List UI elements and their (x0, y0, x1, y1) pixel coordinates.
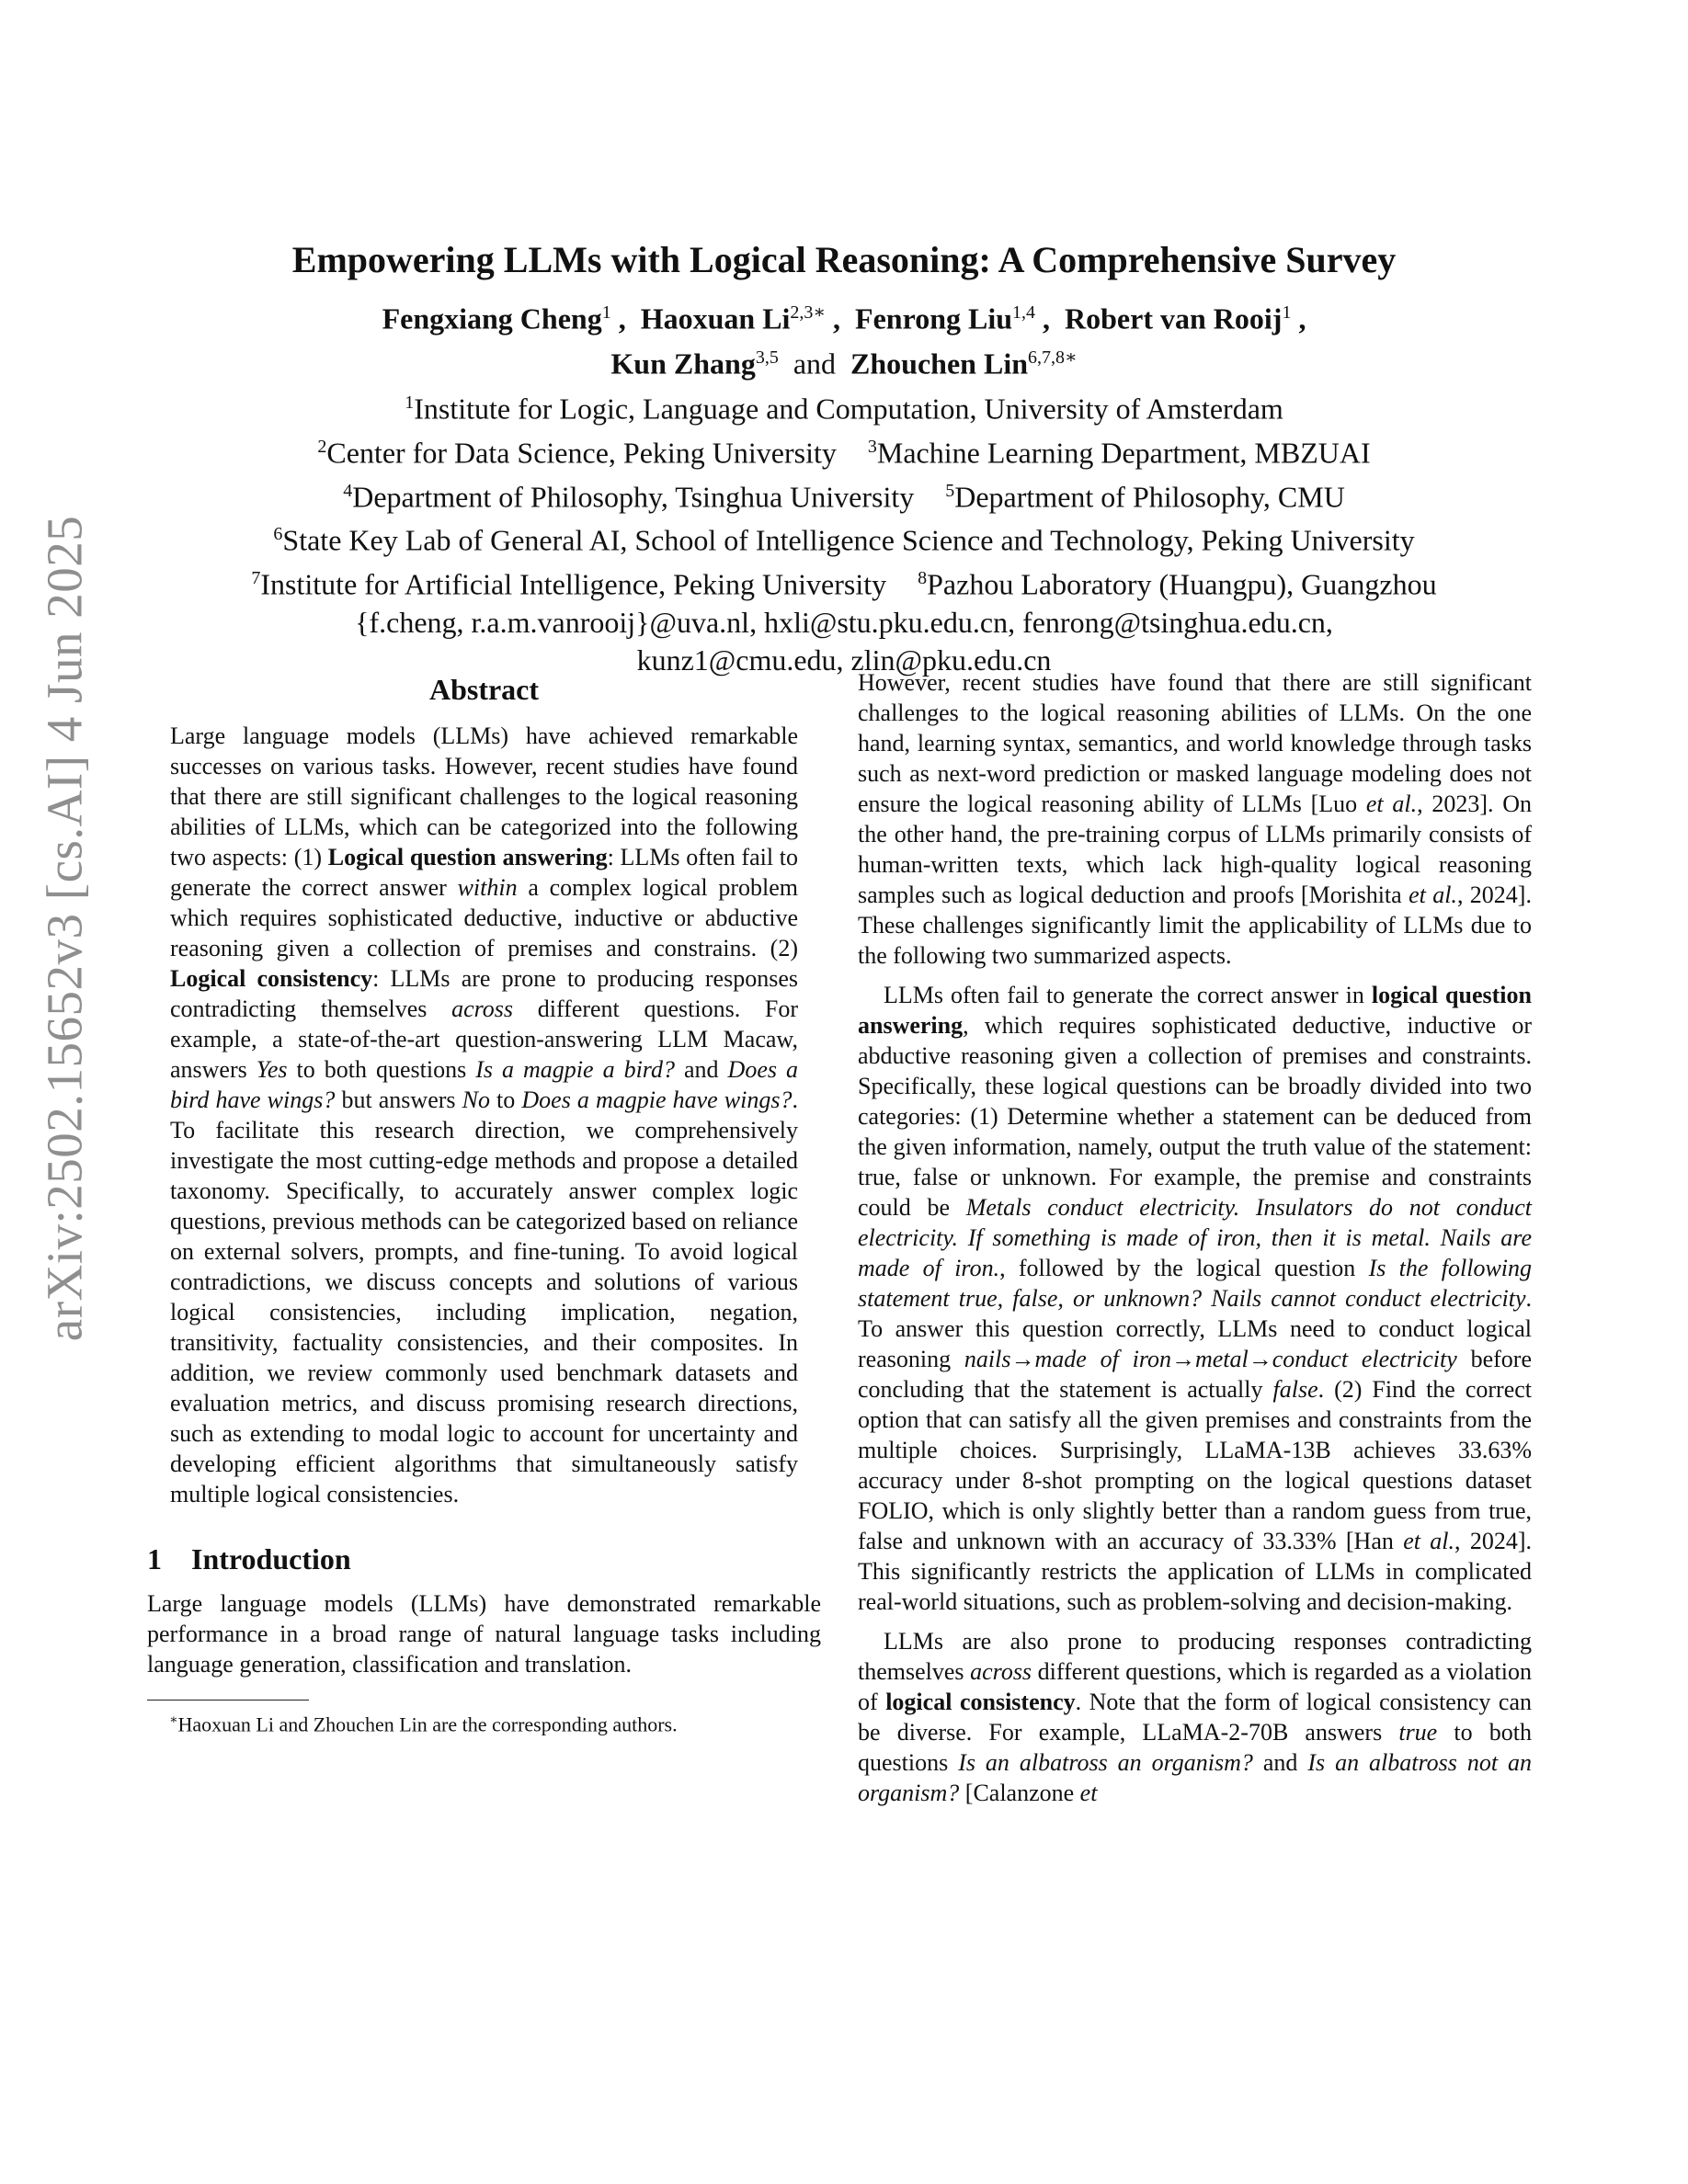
author-line-1: Fengxiang Cheng$^1$ , Haoxuan $Li^{2,3∗}$ , Fenrong Liu$^{1,4}$ , Robert van Rooij$^1$ , (382, 301, 1306, 336)
author-and: and (793, 347, 837, 381)
text-run: but answers (335, 1086, 462, 1113)
text-run: , which requires sophisticated deductive, inductive or abductive reasoning given a collection of premises and constraints. Specifically, these logical questions can be broadly divided into two categories: (1) Determine whether a statement can be deduced from the given information, namely, output the truth value of the statement: true, false or unknown. For example, the premise and constraints could be (858, 1012, 1532, 1221)
author-sup: 1 (601, 302, 611, 323)
text-run: before concluding that the statement is actually (858, 1346, 1532, 1403)
email-line: kunz1@cmu.edu, zlin@pku.edu.cn (636, 643, 1052, 677)
text-run: , 2024]. These challenges significantly limit the applicability of LLMs due to the following two summarized aspects. (858, 882, 1532, 969)
affiliation: Pazhou Laboratory (Huangpu), Guangzhou (927, 567, 1437, 601)
affiliation: Institute for Artificial Intelligence, Peking University (260, 567, 887, 601)
text-run: . (2) Find the correct option that can satisfy all the given premises and constraints from the multiple choices. Surprisingly, LLaMA-13B achieves 33.63% accuracy under 8-shot prompting on the logical questions dataset FOLIO, which is only slightly better than a random guess from true, false and unknown with an accuracy of 33.33% [Han (858, 1376, 1532, 1554)
affiliation: Department of Philosophy, Tsinghua University (352, 480, 915, 514)
bold-run: Logical question answering (327, 844, 608, 870)
affiliation-line (138, 428, 1550, 472)
text-run: : LLMs often fail to generate the correct answer (170, 844, 799, 901)
italic-run: false (1272, 1376, 1318, 1403)
affiliation-sup: 5 (945, 480, 955, 501)
italic-run: Does a bird have wings? (170, 1056, 798, 1113)
arxiv-identifier: arXiv:2502.15652v3 [cs.AI] 4 Jun 2025 (36, 515, 93, 1342)
bold-run: Logical consistency (170, 965, 373, 992)
author-sup: 3,5 (755, 347, 779, 368)
italic-run: within (457, 874, 518, 901)
author-name: Haoxuan Li (640, 301, 791, 336)
text-run: LLMs are also prone to producing responses contradicting themselves (858, 1628, 1532, 1685)
footnote-mark: ∗ (169, 1713, 178, 1727)
email-line: {f.cheng, r.a.m.vanrooij}@uva.nl, hxli@stu.pku.edu.cn, fenrong@tsinghua.edu.cn, (355, 605, 1333, 639)
text-run: , 2023]. On the other hand, the pre-training corpus of LLMs primarily consists of human-written texts, which lack high-quality logical reasoning samples such as logical deduction and proofs [Morishita (858, 791, 1532, 908)
text-run: to both questions (858, 1719, 1532, 1776)
bold-run: logical consistency (885, 1689, 1076, 1715)
affiliation-line (138, 472, 1550, 517)
affiliation-sup: 3 (867, 436, 877, 457)
affiliation: State Key Lab of General AI, School of Intelligence Science and Technology, Peking University (282, 523, 1415, 557)
italic-run: across (970, 1658, 1032, 1685)
author-line-2 (138, 338, 1550, 383)
bold-run: logical question answering (858, 982, 1532, 1039)
abstract-body (147, 721, 821, 1509)
footnote-text: Haoxuan Li and Zhouchen Lin are the corresponding authors. (177, 1712, 678, 1736)
affiliation-sup: 1 (405, 392, 415, 414)
italic-run: Metals conduct electricity. Insulators do not conduct electricity. If something is made of iron, then it is metal. Nails are made of iron. (858, 1194, 1532, 1281)
author-sup: 6,7,8∗ (1028, 347, 1078, 368)
affiliation-sup: 2 (317, 436, 327, 457)
affiliation-sup: 4 (343, 480, 353, 501)
italic-run: et al. (1403, 1528, 1454, 1554)
section-heading-introduction (147, 1541, 821, 1577)
italic-run: nails→made of iron→metal→conduct electricity (964, 1346, 1457, 1372)
text-run: , 2024]. This significantly restricts the application of LLMs in complicated real-world situations, such as problem-solving and decision-making. (858, 1528, 1532, 1615)
affiliation: Institute for Logic, Language and Computation, University of Amsterdam (414, 392, 1283, 426)
intro-paragraph: Large language models (LLMs) have demonstrated remarkable performance in a broad range of natural language tasks including language generation, classification and translation. (147, 1590, 821, 1678)
text-run: Large language models (LLMs) have achieved remarkable successes on various tasks. However, recent studies have found that there are still significant challenges to the logical reasoning abilities of LLMs, which can be categorized into the following two aspects: (1) (170, 722, 798, 870)
italic-run: Is an albatross an organism? (958, 1749, 1253, 1776)
text-run: different questions, which is regarded as a violation of (858, 1658, 1532, 1715)
text-run: . To facilitate this research direction, we comprehensively investigate the most cutting-edge methods and propose a detailed taxonomy. Specifically, to accurately answer complex logic questions, previous methods can be categorized based on reliance on external solvers, prompts, and fine-tuning. To avoid logical contradictions, we discuss concepts and solutions of various logical consistencies, including implication, negation, transitivity, factuality consistencies, and their composites. In addition, we review commonly used benchmark datasets and evaluation metrics, and discuss promising research directions, such as extending to modal logic to account for uncertainty and developing efficient algorithms that simultaneously satisfy multiple logical consistencies. (170, 1086, 798, 1507)
affiliation-list (138, 384, 1550, 678)
italic-run: across (451, 995, 514, 1022)
section-number: 1 (147, 1542, 162, 1575)
italic-run: et al. (1365, 791, 1418, 817)
paper-title: Empowering LLMs with Logical Reasoning: A Comprehensive Survey (291, 239, 1397, 280)
abstract-heading: Abstract (428, 673, 540, 706)
affiliation-sup: 8 (918, 567, 928, 588)
author-name: Zhouchen Lin (850, 347, 1028, 381)
author-name: Fengxiang Cheng (382, 301, 602, 336)
right-column (858, 667, 1532, 1808)
affiliation-sup: 6 (273, 524, 283, 545)
text-run: different questions. For example, a state-of-the-art question-answering LLM Macaw, answers (170, 995, 799, 1083)
author-sup: 2,3∗ (790, 302, 827, 323)
italic-run: Does a magpie have wings? (521, 1086, 793, 1113)
footnote (147, 1708, 821, 1737)
affiliation: Department of Philosophy, CMU (954, 480, 1345, 514)
text-run: . To answer this question correctly, LLMs need to conduct logical reasoning (858, 1285, 1532, 1372)
affiliation-line (138, 516, 1550, 560)
text-run: However, recent studies have found that there are still significant challenges to the logical reasoning abilities of LLMs. On the one hand, learning syntax, semantics, and world knowledge through tasks such as next-word prediction or masked language modeling does not ensure the logical reasoning ability of LLMs [Luo (858, 669, 1532, 817)
italic-run: et (1079, 1780, 1098, 1806)
text-run: , followed by the logical question (999, 1255, 1369, 1281)
italic-run: Yes (256, 1056, 288, 1083)
author-name: Fenrong Liu (855, 301, 1013, 336)
abstract-paragraph (170, 721, 798, 1509)
affiliation-line (138, 384, 1550, 428)
italic-run: et al. (1409, 882, 1457, 908)
affiliation-line (138, 560, 1550, 604)
footnote-rule (147, 1700, 309, 1701)
text-run: : LLMs are prone to producing responses contradicting themselves (170, 965, 798, 1022)
italic-run: true (1398, 1719, 1438, 1746)
author-sup: 1 (1282, 302, 1292, 323)
text-run: to (489, 1086, 522, 1113)
affiliation-sup: 7 (251, 567, 261, 588)
affiliation: Center for Data Science, Peking University (326, 436, 837, 470)
text-run: [Calanzone (959, 1780, 1080, 1806)
body-paragraph (858, 1626, 1532, 1808)
text-run: to both questions (287, 1056, 476, 1083)
italic-run: Is a magpie a bird? (475, 1056, 675, 1083)
affiliation: Machine Learning Department, MBZUAI (876, 436, 1371, 470)
author-sup: 1,4 (1012, 302, 1036, 323)
text-run: and (1252, 1749, 1308, 1776)
text-run: . Note that the form of logical consistency can be diverse. For example, LLaMA-2-70B answers (858, 1689, 1532, 1746)
body-paragraph (858, 667, 1532, 971)
text-run: a complex logical problem which requires sophisticated deductive, inductive or abductive reasoning given a collection of premises and constrains. (2) (170, 874, 798, 961)
section-title: Introduction (191, 1542, 351, 1575)
italic-run: Is the following statement true, false, or unknown? Nails cannot conduct electricity (858, 1255, 1533, 1312)
italic-run: No (462, 1086, 490, 1113)
text-run: and (674, 1056, 728, 1083)
author-list (138, 293, 1550, 382)
text-run: LLMs often fail to generate the correct answer in (884, 982, 1372, 1008)
body-paragraph (858, 980, 1532, 1617)
author-name: Robert van Rooij (1065, 301, 1283, 336)
left-column (147, 671, 821, 1737)
paper-header (138, 234, 1550, 679)
author-name: Kun Zhang (610, 347, 756, 381)
italic-run: Is an albatross not an organism? (858, 1749, 1532, 1806)
